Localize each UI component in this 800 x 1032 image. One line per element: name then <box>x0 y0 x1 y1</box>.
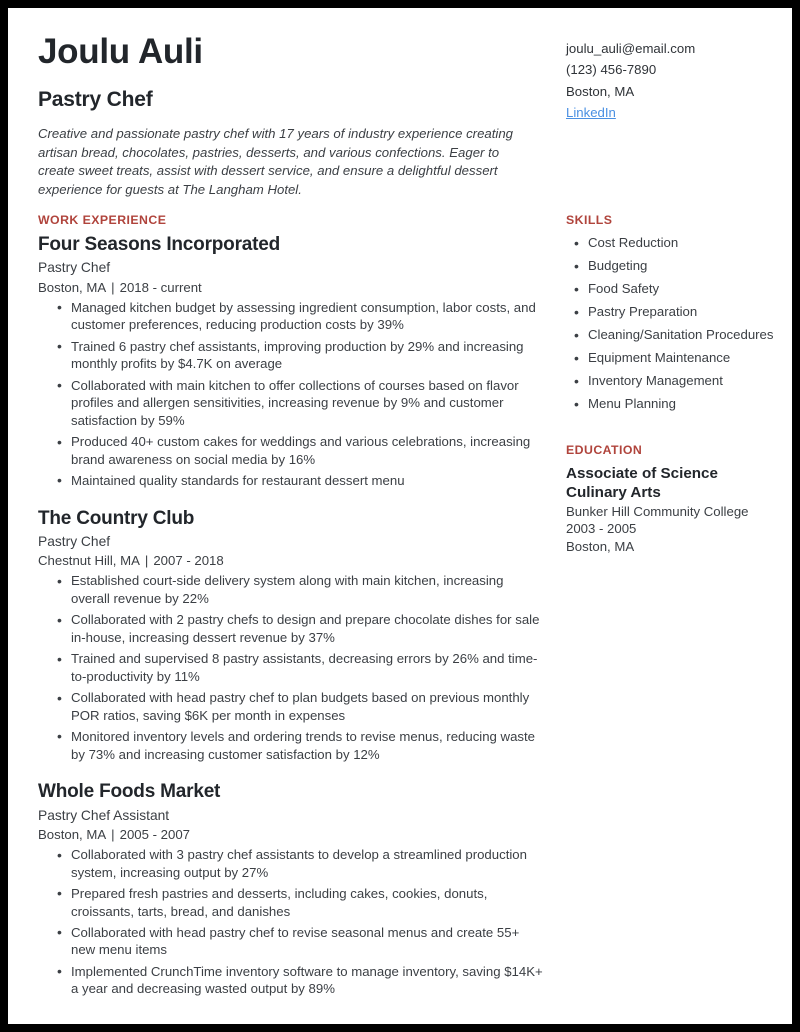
job-company: Whole Foods Market <box>38 781 221 803</box>
job-dates: 2018 - current <box>119 279 202 295</box>
job-bullet: • Trained and supervised 8 pastry assistants, decreasing errors by 26% and time-to-productivity by 11% <box>71 650 543 685</box>
skill-item: • Cost Reduction <box>588 234 776 252</box>
job-meta <box>38 825 543 844</box>
job-bullet: • Collaborated with main kitchen to offer collections of courses based on flavor profiles and allergen sensitivities, increasing revenue by 9% and customer satisfaction by 59% <box>71 377 543 430</box>
job-bullet: • Collaborated with head pastry chef to revise seasonal menus and create 55+ new menu items <box>71 924 543 959</box>
job-bullet: • Monitored inventory levels and ordering trends to revise menus, reducing waste by 73% and increasing customer satisfaction by 12% <box>71 728 543 763</box>
job-location: Boston, MA <box>38 826 107 842</box>
education-location: Boston, MA <box>566 539 635 555</box>
job-company: Four Seasons Incorporated <box>38 234 281 255</box>
skill-item: • Food Safety <box>588 280 776 298</box>
job-bullet-list <box>38 299 543 490</box>
headline-job-title: Pastry Chef <box>38 88 153 111</box>
job-bullet-list <box>38 846 543 998</box>
contact-email[interactable]: joulu_auli@email.com <box>566 41 696 56</box>
job-bullet: • Maintained quality standards for restaurant dessert menu <box>71 472 543 490</box>
job-location: Chestnut Hill, MA <box>38 553 140 569</box>
job-role: Pastry Chef Assistant <box>38 807 170 823</box>
education-dates: 2003 - 2005 <box>566 521 637 537</box>
job-entry <box>38 233 543 490</box>
job-role: Pastry Chef <box>38 260 111 276</box>
job-bullet: • Collaborated with head pastry chef to plan budgets based on previous monthly POR ratios, saving $6K per month in expenses <box>71 689 543 724</box>
job-meta <box>38 278 543 297</box>
education-entry <box>566 464 776 556</box>
job-meta-separator: | <box>144 553 149 569</box>
job-bullet: • Implemented CrunchTime inventory software to manage inventory, saving $14K+ a year and decreasing wasted output by 89% <box>71 963 543 998</box>
job-company: The Country Club <box>38 507 195 529</box>
skill-item: • Equipment Maintenance <box>588 349 776 367</box>
main-column <box>38 213 543 1002</box>
skill-item: • Menu Planning <box>588 395 776 413</box>
job-meta-separator: | <box>111 826 115 842</box>
job-entry <box>38 507 543 764</box>
job-bullet: • Managed kitchen budget by assessing ingredient consumption, labor costs, and customer preferences, reducing production costs by 39% <box>71 299 543 334</box>
education-container <box>566 464 776 556</box>
resume-page <box>8 8 792 1024</box>
skill-item: • Cleaning/Sanitation Procedures <box>588 326 776 344</box>
resume-header <box>8 8 792 208</box>
job-entry <box>38 780 543 998</box>
skills-section <box>566 213 776 413</box>
job-location: Boston, MA <box>38 279 107 295</box>
job-dates: 2005 - 2007 <box>119 826 191 842</box>
job-meta <box>38 551 543 570</box>
section-heading-skills: SKILLS <box>566 213 613 227</box>
education-section <box>566 443 776 556</box>
sidebar-column <box>566 213 776 556</box>
job-bullet: • Collaborated with 3 pastry chef assistants to develop a streamlined production system, increasing output by 27% <box>71 846 543 881</box>
section-heading-education: EDUCATION <box>566 442 643 457</box>
job-bullet: • Collaborated with 2 pastry chefs to design and prepare chocolate dishes for sale in-house, increasing dessert revenue by 37% <box>71 611 543 646</box>
skill-item: • Budgeting <box>588 257 776 275</box>
job-bullet: • Established court-side delivery system along with main kitchen, increasing overall revenue by 22% <box>71 572 543 607</box>
job-bullet: • Produced 40+ custom cakes for weddings and various celebrations, increasing brand awareness on social media by 16% <box>71 433 543 468</box>
education-school: Bunker Hill Community College <box>566 503 749 519</box>
job-dates: 2007 - 2018 <box>153 553 224 569</box>
contact-block <box>566 38 786 124</box>
contact-phone[interactable]: (123) 456-7890 <box>566 62 657 78</box>
professional-summary: Creative and passionate pastry chef with 17 years of industry experience creating artisan bread, chocolates, pastries, desserts, and various confections. Eager to create sweet treats, assist with dessert service, and ensure a delightful dessert experience for guests at The Langham Hotel. <box>38 126 514 198</box>
work-experience-section <box>38 213 543 998</box>
education-degree: Associate of Science <box>566 464 718 482</box>
job-bullet: • Prepared fresh pastries and desserts, including cakes, cookies, donuts, croissants, tarts, bread, and danishes <box>71 885 543 920</box>
page-title: Joulu Auli <box>38 32 203 71</box>
jobs-container <box>38 233 543 998</box>
section-heading-work-experience: WORK EXPERIENCE <box>38 213 167 227</box>
skill-item: • Inventory Management <box>588 372 776 390</box>
education-field: Culinary Arts <box>566 484 661 502</box>
job-role: Pastry Chef <box>38 533 111 549</box>
job-bullet: • Trained 6 pastry chef assistants, improving production by 29% and increasing monthly profits by $4.7K on average <box>71 338 543 373</box>
skills-list <box>566 234 776 413</box>
linkedin-link[interactable]: LinkedIn <box>566 105 616 121</box>
job-bullet-list <box>38 572 543 763</box>
skill-item: • Pastry Preparation <box>588 303 776 321</box>
contact-location: Boston, MA <box>566 83 635 99</box>
job-meta-separator: | <box>111 279 115 295</box>
